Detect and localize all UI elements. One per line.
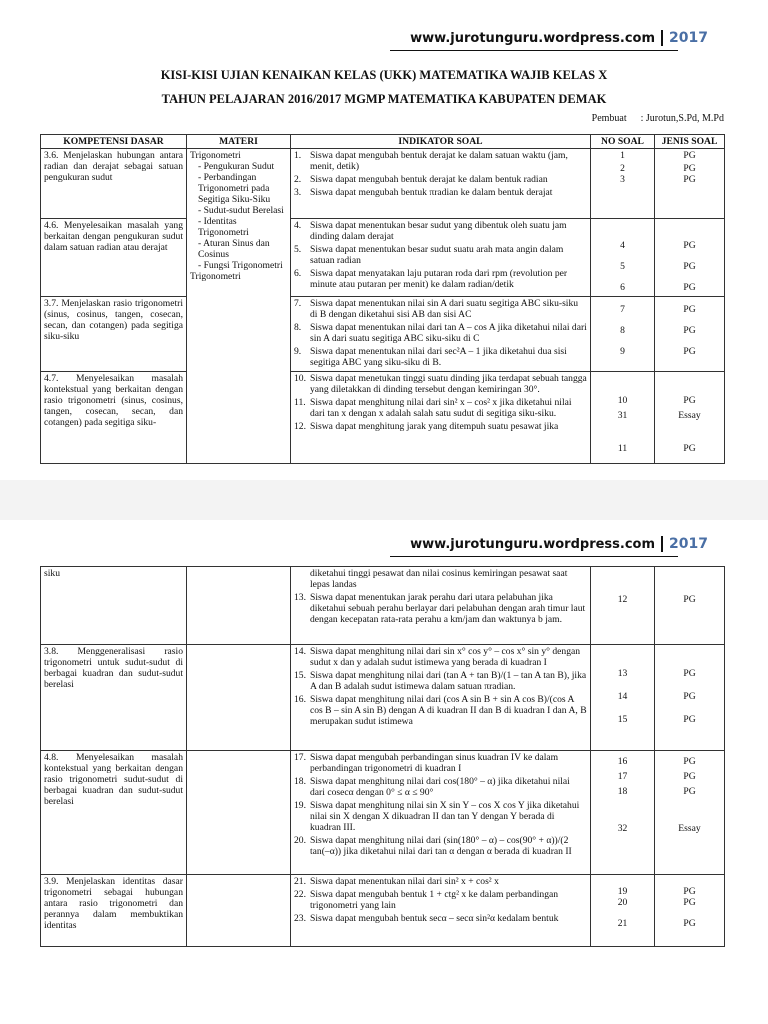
no-soal-value: 18 <box>617 786 628 797</box>
author-value: : Jurotun,S.Pd, M.Pd <box>640 113 724 124</box>
indikator-text: Siswa dapat menghitung nilai dari sin x° cos y° – cos x° sin y° dengan sudut x dan y adalah sudut istimewa yang berada di kuadran I <box>310 646 581 668</box>
indikator-cell <box>291 751 591 875</box>
materi-cell <box>187 875 291 947</box>
jenis-soal-cell <box>655 219 725 297</box>
document-title: KISI-KISI UJIAN KENAIKAN KELAS (UKK) MATEMATIKA WAJIB KELAS X <box>160 68 608 82</box>
jenis-soal-value: PG <box>683 325 696 336</box>
indikator-cell <box>291 297 591 372</box>
jenis-soal-cell <box>655 372 725 464</box>
no-soal-value: 10 <box>617 395 628 406</box>
indikator-number: 14. <box>294 646 306 657</box>
table-row <box>41 751 725 875</box>
jenis-soal-value: PG <box>683 346 696 357</box>
indikator-text: Siswa dapat menghitung nilai dari (sin(180° – α) – cos(90° + α))/(2 tan(–α)) jika diketahui nilai dari tan α dengan α berada di kuadran II <box>310 835 572 857</box>
jenis-soal-value: PG <box>683 918 696 929</box>
indikator-cell <box>291 645 591 751</box>
document-subtitle: TAHUN PELAJARAN 2016/2017 MGMP MATEMATIKA KABUPATEN DEMAK <box>161 92 607 106</box>
jenis-soal-value: PG <box>683 443 696 454</box>
indikator-cell <box>291 567 591 645</box>
author-line <box>592 113 724 124</box>
indikator-number: 15. <box>294 670 306 681</box>
indikator-item <box>294 187 587 198</box>
no-soal-cell <box>591 751 655 875</box>
kompetensi-dasar-cell: 4.6. Menyelesaikan masalah yang berkaitan dengan pengukuran sudut dalam satuan radian atau derajat <box>41 219 187 297</box>
kompetensi-dasar-cell: 4.8. Menyelesaikan masalah kontekstual yang berkaitan dengan rasio trigonometri sudut-sudut di berbagai kuadran dan sudut-sudut berelasi <box>41 751 187 875</box>
no-soal-cell <box>591 875 655 947</box>
jenis-soal-cell <box>655 751 725 875</box>
materi-item: - Fungsi Trigonometri <box>198 260 283 271</box>
indikator-number: 7. <box>294 298 302 309</box>
header-rule <box>390 50 678 51</box>
no-soal-cell <box>591 567 655 645</box>
indikator-cell <box>291 149 591 219</box>
indikator-item <box>294 694 587 727</box>
no-soal-value: 4 <box>620 240 625 251</box>
indikator-text: Siswa dapat mengubah bentuk derajat ke dalam satuan waktu (jam, menit, detik) <box>310 150 568 172</box>
column-header: JENIS SOAL <box>655 135 725 149</box>
materi-cell <box>187 149 291 464</box>
indikator-list <box>294 150 587 198</box>
indikator-text: Siswa dapat menghitung nilai dari sin² x – cos² x jika diketahui nilai dari tan x dengan x adalah salah satu sudut di segitiga siku-siku. <box>310 397 572 419</box>
page-gap <box>0 480 768 520</box>
header-url[interactable]: www.jurotunguru.wordpress.com <box>410 537 656 552</box>
table-row <box>41 567 725 645</box>
indikator-number: 1. <box>294 150 302 161</box>
indikator-number: 16. <box>294 694 306 705</box>
jenis-soal-value: PG <box>683 594 696 605</box>
indikator-text: Siswa dapat menghitung nilai dari (tan A + tan B)/(1 – tan A tan B), jika A dan B adalah sudut istimewa dalam satuan πradian. <box>310 670 587 692</box>
indikator-number: 23. <box>294 913 306 924</box>
indikator-item <box>294 421 587 432</box>
no-soal-value: 32 <box>617 823 628 834</box>
no-soal-value: 6 <box>620 282 625 293</box>
jenis-soal-value: Essay <box>678 823 701 834</box>
indikator-item <box>294 592 587 625</box>
no-soal-value: 2 <box>620 163 625 174</box>
indikator-item <box>294 397 587 419</box>
no-soal-value: 14 <box>617 691 628 702</box>
jenis-soal-cell <box>655 149 725 219</box>
materi-cell <box>187 567 291 645</box>
indikator-number: 12. <box>294 421 306 432</box>
page-header <box>410 30 708 46</box>
kompetensi-dasar-cell: 4.7. Menyelesaikan masalah kontekstual yang berkaitan dengan rasio trigonometri (sinus, cosinus, tangen, cosecan, secan, dan cotangen) pada segitiga siku- <box>41 372 187 464</box>
indikator-text: Siswa dapat menentukan besar sudut yang dibentuk oleh suatu jam dinding dalam derajat <box>310 220 567 242</box>
indikator-number: 21. <box>294 876 306 887</box>
column-header: NO SOAL <box>591 135 655 149</box>
jenis-soal-value: PG <box>683 163 696 174</box>
indikator-list <box>294 646 587 727</box>
no-soal-value: 8 <box>620 325 625 336</box>
indikator-item <box>294 244 587 266</box>
author-label: Pembuat <box>591 113 627 124</box>
jenis-soal-value: PG <box>683 150 696 161</box>
indikator-item <box>294 646 587 668</box>
indikator-text: Siswa dapat mengubah bentuk derajat ke dalam bentuk radian <box>310 174 548 185</box>
jenis-soal-value: PG <box>683 668 696 679</box>
jenis-soal-value: PG <box>683 756 696 767</box>
kompetensi-dasar-cell: 3.6. Menjelaskan hubungan antara radian dan derajat sebagai satuan pengukuran sudut <box>41 149 187 219</box>
no-soal-value: 7 <box>620 304 625 315</box>
table-row <box>41 372 725 464</box>
jenis-soal-value: PG <box>683 786 696 797</box>
no-soal-cell <box>591 149 655 219</box>
indikator-number: 3. <box>294 187 302 198</box>
jenis-soal-cell <box>655 297 725 372</box>
indikator-cell <box>291 219 591 297</box>
no-soal-value: 17 <box>617 771 628 782</box>
indikator-text: Siswa dapat menentukan besar sudut suatu arah mata angin dalam satuan radian <box>310 244 564 266</box>
indikator-list <box>294 220 587 290</box>
no-soal-value: 9 <box>620 346 625 357</box>
indikator-number: 9. <box>294 346 302 357</box>
no-soal-value: 19 <box>617 886 628 897</box>
indikator-item <box>294 889 587 911</box>
indikator-item <box>294 150 587 172</box>
kompetensi-dasar-cell: siku <box>41 567 187 645</box>
indikator-text: Siswa dapat menentukan nilai dari sin² x + cos² x <box>310 876 499 887</box>
indikator-item <box>294 268 587 290</box>
column-header: MATERI <box>187 135 291 149</box>
indikator-item <box>294 174 587 185</box>
materi-cell <box>187 645 291 751</box>
indikator-number: 10. <box>294 373 306 384</box>
indikator-item <box>294 835 587 857</box>
indikator-text: Siswa dapat mengubah bentuk 1 + ctg² x ke dalam perbandingan trigonometri yang lain <box>310 889 559 911</box>
indikator-text: Siswa dapat menentukan nilai sin A dari suatu segitiga ABC siku-siku di B dengan diketahui sisi AB dan sisi AC <box>310 298 579 320</box>
indikator-number: 22. <box>294 889 306 900</box>
no-soal-value: 11 <box>617 443 628 454</box>
indikator-number: 4. <box>294 220 302 231</box>
indikator-text: Siswa dapat menentukan jarak perahu dari utara pelabuhan jika diketahui sebuah perahu berlayar dari pelabuhan dengan arah timur laut dengan kecepatan rata-rata perahu a km/jam dan waktunya b jam. <box>310 592 586 625</box>
indikator-text: Siswa dapat mengubah bentuk πradian ke dalam bentuk derajat <box>310 187 553 198</box>
jenis-soal-cell <box>655 567 725 645</box>
column-header: INDIKATOR SOAL <box>291 135 591 149</box>
indikator-text: Siswa dapat mengubah bentuk secα – secα sin²α kedalam bentuk <box>310 913 559 924</box>
no-soal-value: 1 <box>620 150 625 161</box>
no-soal-value: 20 <box>617 897 628 908</box>
indikator-text: diketahui tinggi pesawat dan nilai cosinus kemiringan pesawat saat lepas landas <box>310 568 568 590</box>
kompetensi-dasar-cell: 3.8. Menggeneralisasi rasio trigonometri untuk sudut-sudut di berbagai kuadran dan sudut-sudut berelasi <box>41 645 187 751</box>
jenis-soal-cell <box>655 645 725 751</box>
no-soal-value: 3 <box>620 174 625 185</box>
indikator-text: Siswa dapat menghitung jarak yang ditempuh suatu pesawat jika <box>310 421 559 432</box>
table-row <box>41 875 725 947</box>
no-soal-cell <box>591 372 655 464</box>
materi-item: - Pengukuran Sudut <box>198 161 275 172</box>
kompetensi-dasar-cell: 3.9. Menjelaskan identitas dasar trigonometri sebagai hubungan antara rasio trigonometri dan perannya dalam membuktikan identitas <box>41 875 187 947</box>
jenis-soal-cell <box>655 875 725 947</box>
kisi-kisi-table <box>40 134 725 464</box>
kisi-kisi-table-continued <box>40 566 725 947</box>
header-url[interactable]: www.jurotunguru.wordpress.com <box>410 31 656 46</box>
no-soal-cell <box>591 297 655 372</box>
indikator-text: Siswa dapat menghitung nilai sin X sin Y – cos X cos Y jika diketahui nilai sin X dengan X dikuadran II dan tan Y dengan Y berada di kuadran III. <box>310 800 580 833</box>
materi-item: - Perbandingan Trigonometri pada Segitiga Siku-Siku <box>198 172 271 205</box>
indikator-number: 2. <box>294 174 302 185</box>
indikator-number: 13. <box>294 592 306 603</box>
jenis-soal-value: PG <box>683 886 696 897</box>
indikator-list <box>294 568 587 625</box>
indikator-list <box>294 298 587 368</box>
indikator-number: 6. <box>294 268 302 279</box>
header-year: 2017 <box>661 30 708 46</box>
indikator-item <box>294 913 587 924</box>
indikator-cell <box>291 372 591 464</box>
indikator-text: Siswa dapat menetukan tinggi suatu dinding jika terdapat sebuah tangga yang diletakkan di dinding tersebut dengan kemiringan 30°. <box>310 373 587 395</box>
indikator-cell <box>291 875 591 947</box>
indikator-list <box>294 752 587 857</box>
indikator-item <box>294 752 587 774</box>
indikator-list <box>294 876 587 924</box>
indikator-number <box>294 568 310 590</box>
materi-footer: Trigonometri <box>190 271 241 282</box>
no-soal-value: 13 <box>617 668 628 679</box>
table-row <box>41 149 725 219</box>
indikator-item <box>294 876 587 887</box>
indikator-text: Siswa dapat menghitung nilai dari (cos A sin B + sin A cos B)/(cos A cos B – sin A sin B) dengan A di kuadran II dan B di kuadran I dan A, B merupakan sudut istimewa <box>310 694 587 727</box>
no-soal-value: 12 <box>617 594 628 605</box>
indikator-number: 19. <box>294 800 306 811</box>
page-1 <box>0 0 768 480</box>
indikator-number: 18. <box>294 776 306 787</box>
materi-heading: Trigonometri <box>190 150 241 161</box>
indikator-number: 8. <box>294 322 302 333</box>
jenis-soal-value: PG <box>683 771 696 782</box>
jenis-soal-value: PG <box>683 174 696 185</box>
indikator-text: Siswa dapat menentukan nilai dari sec²A – 1 jika diketahui dua sisi segitiga ABC yang siku-siku di B. <box>310 346 567 368</box>
jenis-soal-value: PG <box>683 240 696 251</box>
indikator-text: Siswa dapat menentukan nilai dari tan A – cos A jika diketahui nilai dari sin A dari suatu segitiga ABC siku-siku di C <box>310 322 587 344</box>
indikator-item <box>294 568 587 590</box>
jenis-soal-value: PG <box>683 714 696 725</box>
jenis-soal-value: PG <box>683 261 696 272</box>
table-row <box>41 645 725 751</box>
jenis-soal-value: PG <box>683 395 696 406</box>
jenis-soal-value: PG <box>683 691 696 702</box>
table-row <box>41 297 725 372</box>
indikator-number: 11. <box>294 397 306 408</box>
indikator-item <box>294 298 587 320</box>
jenis-soal-value: PG <box>683 897 696 908</box>
no-soal-value: 16 <box>617 756 628 767</box>
materi-item: - Identitas Trigonometri <box>198 216 249 238</box>
indikator-text: Siswa dapat mengubah perbandingan sinus kuadran IV ke dalam perbandingan trigonometri di kuadran I <box>310 752 559 774</box>
no-soal-value: 21 <box>617 918 628 929</box>
indikator-item <box>294 373 587 395</box>
indikator-list <box>294 373 587 432</box>
table-row <box>41 219 725 297</box>
jenis-soal-value: Essay <box>678 410 701 421</box>
no-soal-cell <box>591 645 655 751</box>
kompetensi-dasar-cell: 3.7. Menjelaskan rasio trigonometri (sinus, cosinus, tangen, cosecan, secan, dan cotangen) pada segitiga siku-siku <box>41 297 187 372</box>
indikator-number: 17. <box>294 752 306 763</box>
materi-item: - Aturan Sinus dan Cosinus <box>198 238 270 260</box>
no-soal-value: 5 <box>620 261 625 272</box>
indikator-text: Siswa dapat menghitung nilai dari cos(180° – α) jika diketahui nilai dari cosecα dengan 0° ≤ α ≤ 90° <box>310 776 570 798</box>
materi-item: - Sudut-sudut Berelasi <box>198 205 284 216</box>
page-header <box>410 536 708 552</box>
header-rule <box>390 556 678 557</box>
no-soal-value: 15 <box>617 714 628 725</box>
indikator-item <box>294 800 587 833</box>
indikator-item <box>294 322 587 344</box>
page-2 <box>0 520 768 1024</box>
header-year: 2017 <box>661 536 708 552</box>
jenis-soal-value: PG <box>683 304 696 315</box>
no-soal-value: 31 <box>617 410 628 421</box>
no-soal-cell <box>591 219 655 297</box>
indikator-number: 20. <box>294 835 306 846</box>
indikator-item <box>294 220 587 242</box>
column-header: KOMPETENSI DASAR <box>41 135 187 149</box>
indikator-text: Siswa dapat menyatakan laju putaran roda dari rpm (revolution per minute atau putaran per menit) ke dalam radian/detik <box>310 268 568 290</box>
indikator-item <box>294 346 587 368</box>
indikator-item <box>294 670 587 692</box>
materi-cell <box>187 751 291 875</box>
indikator-item <box>294 776 587 798</box>
jenis-soal-value: PG <box>683 282 696 293</box>
indikator-number: 5. <box>294 244 302 255</box>
